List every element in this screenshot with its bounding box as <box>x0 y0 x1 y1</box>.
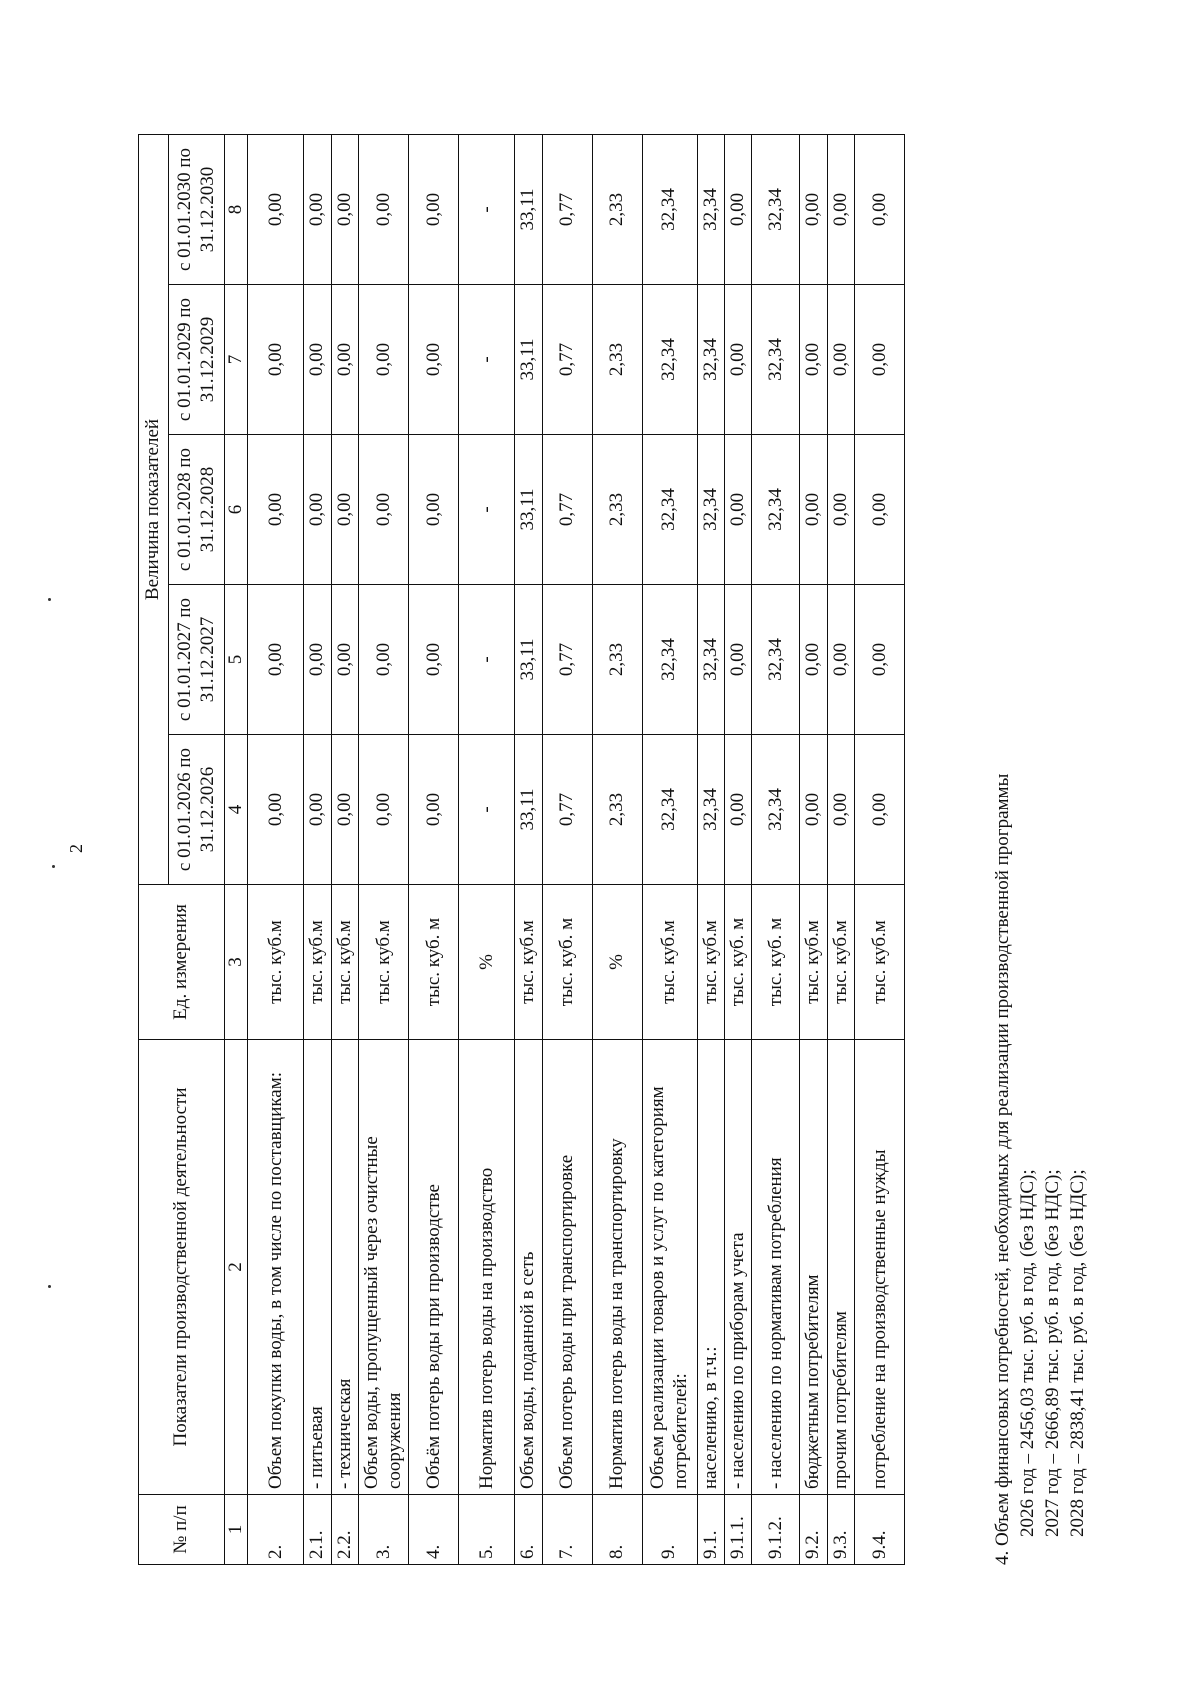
value-cell: 32,34 <box>697 285 724 435</box>
value-cell: 0,00 <box>304 134 331 284</box>
row-number: 5. <box>459 1495 515 1565</box>
value-cell: 0,00 <box>248 134 304 284</box>
value-cell: 0,00 <box>827 134 854 284</box>
header-period: с 01.01.2028 по 31.12.2028 <box>169 435 225 585</box>
indicator-name: - питьевая <box>304 1040 331 1495</box>
unit-cell: тыс. куб.м <box>304 885 331 1040</box>
value-cell: 0,00 <box>409 585 459 735</box>
page-number: 2 <box>66 844 86 853</box>
row-number: 4. <box>409 1495 459 1565</box>
financial-line: 2028 год – 2838,41 тыс. руб. в год, (без НДС); <box>1067 1169 1088 1537</box>
table-row <box>827 134 854 1564</box>
value-cell: 33,11 <box>515 435 542 585</box>
value-cell: 32,34 <box>642 435 697 585</box>
row-number: 9.3. <box>827 1495 854 1565</box>
value-cell: 33,11 <box>515 285 542 435</box>
indicator-name: потребление на производственные нужды <box>855 1040 905 1495</box>
indicator-name: Норматив потерь воды на транспортировку <box>592 1040 642 1495</box>
table-row <box>725 134 752 1564</box>
scan-speck <box>48 1285 51 1288</box>
value-cell: 0,00 <box>331 735 358 885</box>
unit-cell: % <box>592 885 642 1040</box>
value-cell: 32,34 <box>642 585 697 735</box>
unit-cell: тыс. куб. м <box>725 885 752 1040</box>
value-cell: 0,00 <box>725 735 752 885</box>
row-number: 7. <box>542 1495 592 1565</box>
value-cell: 32,34 <box>697 585 724 735</box>
column-index: 1 <box>225 1495 248 1565</box>
value-cell: 2,33 <box>592 134 642 284</box>
header-period: с 01.01.2029 по 31.12.2029 <box>169 285 225 435</box>
column-index: 6 <box>225 435 248 585</box>
header-row-top <box>139 134 169 1564</box>
indicator-name: Объём потерь воды при производстве <box>409 1040 459 1495</box>
indicator-name: прочим потребителям <box>827 1040 854 1495</box>
financial-needs-section <box>990 135 1090 1565</box>
unit-cell: тыс. куб.м <box>800 885 827 1040</box>
value-cell: 0,00 <box>800 585 827 735</box>
value-cell: 0,00 <box>827 585 854 735</box>
row-number: 3. <box>359 1495 409 1565</box>
column-index: 7 <box>225 285 248 435</box>
value-cell: - <box>459 735 515 885</box>
indicator-name: - населению по нормативам потребления <box>752 1040 800 1495</box>
unit-cell: тыс. куб. м <box>752 885 800 1040</box>
indicator-name: Объем реализации товаров и услуг по категориям потребителей: <box>642 1040 697 1495</box>
value-cell: 2,33 <box>592 735 642 885</box>
indicator-name: - техническая <box>331 1040 358 1495</box>
value-cell: 0,00 <box>304 585 331 735</box>
value-cell: 0,00 <box>409 735 459 885</box>
value-cell: 0,77 <box>542 285 592 435</box>
indicator-name: Объем воды, поданной в сеть <box>515 1040 542 1495</box>
row-number: 9.2. <box>800 1495 827 1565</box>
value-cell: 0,00 <box>304 285 331 435</box>
value-cell: 32,34 <box>642 735 697 885</box>
indicator-name: Объем воды, пропущенный через очистные сооружения <box>359 1040 409 1495</box>
value-cell: 32,34 <box>697 735 724 885</box>
value-cell: 0,00 <box>331 435 358 585</box>
value-cell: 0,00 <box>248 285 304 435</box>
table-row <box>642 134 697 1564</box>
indicator-name: Норматив потерь воды на производство <box>459 1040 515 1495</box>
value-cell: 0,00 <box>359 435 409 585</box>
column-index: 8 <box>225 134 248 284</box>
value-cell: 32,34 <box>752 585 800 735</box>
value-cell: 32,34 <box>697 134 724 284</box>
header-period: с 01.01.2026 по 31.12.2026 <box>169 735 225 885</box>
table-body <box>248 134 905 1564</box>
unit-cell: тыс. куб. м <box>409 885 459 1040</box>
financial-line: 2026 год – 2456,03 тыс. руб. в год, (без НДС); <box>1017 1169 1038 1537</box>
value-cell: 0,77 <box>542 134 592 284</box>
value-cell: 0,00 <box>359 585 409 735</box>
value-cell: 0,77 <box>542 585 592 735</box>
value-cell: 32,34 <box>752 285 800 435</box>
value-cell: - <box>459 585 515 735</box>
unit-cell: % <box>459 885 515 1040</box>
value-cell: 33,11 <box>515 134 542 284</box>
value-cell: 0,00 <box>725 585 752 735</box>
value-cell: - <box>459 435 515 585</box>
table-row <box>592 134 642 1564</box>
header-values-group: Величина показателей <box>139 134 169 884</box>
table-row <box>459 134 515 1564</box>
column-index: 2 <box>225 1040 248 1495</box>
indicator-name: населению, в т.ч.: <box>697 1040 724 1495</box>
row-number: 9.4. <box>855 1495 905 1565</box>
value-cell: 32,34 <box>752 134 800 284</box>
table-row <box>855 134 905 1564</box>
value-cell: 32,34 <box>752 435 800 585</box>
unit-cell: тыс. куб.м <box>855 885 905 1040</box>
value-cell: 0,00 <box>304 435 331 585</box>
production-indicators-table <box>138 134 905 1565</box>
rotated-page-content <box>138 135 1088 1565</box>
row-number: 8. <box>592 1495 642 1565</box>
table-row <box>542 134 592 1564</box>
value-cell: 33,11 <box>515 735 542 885</box>
value-cell: 0,00 <box>409 435 459 585</box>
value-cell: 0,00 <box>331 585 358 735</box>
value-cell: 0,00 <box>855 735 905 885</box>
value-cell: 0,00 <box>855 585 905 735</box>
value-cell: - <box>459 134 515 284</box>
value-cell: 0,00 <box>409 285 459 435</box>
unit-cell: тыс. куб.м <box>827 885 854 1040</box>
value-cell: 0,00 <box>855 134 905 284</box>
scan-speck <box>48 598 51 601</box>
value-cell: 0,00 <box>248 585 304 735</box>
value-cell: 0,00 <box>409 134 459 284</box>
value-cell: 0,00 <box>800 285 827 435</box>
value-cell: 0,00 <box>359 735 409 885</box>
row-number: 6. <box>515 1495 542 1565</box>
unit-cell: тыс. куб.м <box>359 885 409 1040</box>
unit-cell: тыс. куб.м <box>515 885 542 1040</box>
value-cell: - <box>459 285 515 435</box>
row-number: 9. <box>642 1495 697 1565</box>
value-cell: 32,34 <box>642 134 697 284</box>
value-cell: 2,33 <box>592 285 642 435</box>
table-row <box>752 134 800 1564</box>
value-cell: 0,00 <box>359 134 409 284</box>
column-index-row <box>225 134 248 1564</box>
indicator-name: Объем покупки воды, в том числе по поставщикам: <box>248 1040 304 1495</box>
value-cell: 0,00 <box>725 285 752 435</box>
section-heading: 4. Объем финансовых потребностей, необходимых для реализации производственной программы <box>992 773 1013 1565</box>
value-cell: 0,00 <box>800 735 827 885</box>
indicator-name: бюджетным потребителям <box>800 1040 827 1495</box>
column-index: 3 <box>225 885 248 1040</box>
value-cell: 0,00 <box>304 735 331 885</box>
value-cell: 32,34 <box>642 285 697 435</box>
value-cell: 0,00 <box>725 435 752 585</box>
row-number: 9.1.2. <box>752 1495 800 1565</box>
row-number: 9.1.1. <box>725 1495 752 1565</box>
value-cell: 0,00 <box>331 134 358 284</box>
table-row <box>515 134 542 1564</box>
row-number: 2.1. <box>304 1495 331 1565</box>
table-row <box>248 134 304 1564</box>
header-period: с 01.01.2030 по 31.12.2030 <box>169 134 225 284</box>
value-cell: 0,77 <box>542 435 592 585</box>
value-cell: 0,00 <box>248 735 304 885</box>
scan-speck <box>52 865 55 868</box>
header-num: № п/п <box>139 1495 225 1565</box>
row-number: 2.2. <box>331 1495 358 1565</box>
table-row <box>697 134 724 1564</box>
unit-cell: тыс. куб.м <box>331 885 358 1040</box>
value-cell: 32,34 <box>697 435 724 585</box>
value-cell: 0,00 <box>827 735 854 885</box>
financial-line: 2027 год – 2666,89 тыс. руб. в год, (без НДС); <box>1042 1169 1063 1537</box>
row-number: 2. <box>248 1495 304 1565</box>
value-cell: 0,00 <box>331 285 358 435</box>
value-cell: 2,33 <box>592 585 642 735</box>
column-index: 4 <box>225 735 248 885</box>
value-cell: 0,77 <box>542 735 592 885</box>
value-cell: 2,33 <box>592 435 642 585</box>
header-period: с 01.01.2027 по 31.12.2027 <box>169 585 225 735</box>
value-cell: 0,00 <box>855 435 905 585</box>
table-row <box>331 134 358 1564</box>
table-row <box>359 134 409 1564</box>
value-cell: 32,34 <box>752 735 800 885</box>
value-cell: 0,00 <box>827 435 854 585</box>
indicator-name: - населению по приборам учета <box>725 1040 752 1495</box>
row-number: 9.1. <box>697 1495 724 1565</box>
unit-cell: тыс. куб.м <box>697 885 724 1040</box>
value-cell: 0,00 <box>855 285 905 435</box>
table-row <box>800 134 827 1564</box>
value-cell: 0,00 <box>800 134 827 284</box>
value-cell: 0,00 <box>248 435 304 585</box>
value-cell: 33,11 <box>515 585 542 735</box>
value-cell: 0,00 <box>800 435 827 585</box>
value-cell: 0,00 <box>725 134 752 284</box>
value-cell: 0,00 <box>827 285 854 435</box>
table-row <box>409 134 459 1564</box>
header-unit: Ед. измерения <box>139 885 225 1040</box>
indicator-name: Объем потерь воды при транспортировке <box>542 1040 592 1495</box>
column-index: 5 <box>225 585 248 735</box>
header-indicator-name: Показатели производственной деятельности <box>139 1040 225 1495</box>
unit-cell: тыс. куб.м <box>642 885 697 1040</box>
unit-cell: тыс. куб. м <box>542 885 592 1040</box>
value-cell: 0,00 <box>359 285 409 435</box>
table-row <box>304 134 331 1564</box>
unit-cell: тыс. куб.м <box>248 885 304 1040</box>
